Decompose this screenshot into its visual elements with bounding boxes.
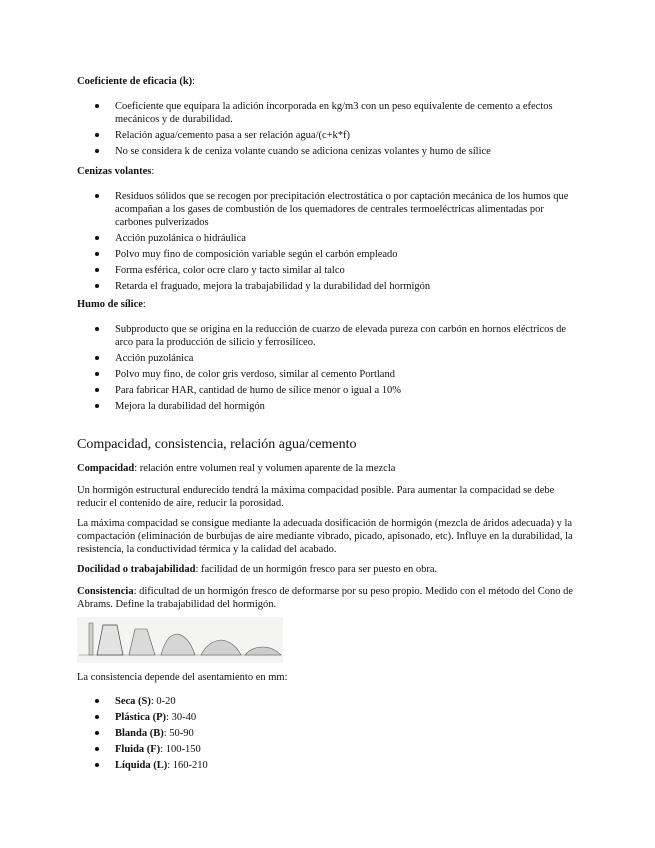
list-item: Relación agua/cemento pasa a ser relación agua/(c+k*f) xyxy=(77,129,577,142)
docilidad-line xyxy=(77,563,577,576)
term-definition: : facilidad de un hormigón fresco para ser puesto en obra. xyxy=(195,564,438,575)
term-label: Compacidad xyxy=(77,463,135,474)
term-definition: : relación entre volumen real y volumen aparente de la mezcla xyxy=(134,463,396,474)
list-item: Acción puzolánica o hidráulica xyxy=(77,232,577,245)
section-heading xyxy=(77,298,577,311)
bullet-list xyxy=(77,323,577,413)
bullet-list xyxy=(77,100,577,158)
term-label: Coeficiente de eficacia (k) xyxy=(77,76,193,87)
list-item xyxy=(77,711,577,724)
list-item: Subproducto que se origina en la reducción de cuarzo de elevada pureza con carbón en hornos eléctricos de arco para la producción de silicio y ferrosilíceo. xyxy=(77,323,577,349)
list-item xyxy=(77,727,577,740)
list-item: Forma esférica, color ocre claro y tacto similar al talco xyxy=(77,264,577,277)
list-item xyxy=(77,743,577,756)
class-label: Líquida (L) xyxy=(115,760,168,771)
section-humo xyxy=(77,298,577,416)
section-heading xyxy=(77,75,577,88)
class-value: : 30-40 xyxy=(166,712,197,723)
class-value: : 0-20 xyxy=(150,696,176,707)
list-item: Polvo muy fino de composición variable según el carbón empleado xyxy=(77,248,577,261)
paragraph: La máxima compacidad se consigue mediante la adecuada dosificación de hormigón (mezcla de áridos adecuada) y la compactación (eliminación de burbujas de aire mediante vibrado, picado, apisonado, etc). Influye en la durabilidad, la resistencia, la conductividad térmica y la calidad del acabado. xyxy=(77,518,573,555)
list-item: Acción puzolánica xyxy=(77,352,577,365)
section-title: Compacidad, consistencia, relación agua/cemento xyxy=(77,437,357,452)
class-label: Fluida (F) xyxy=(115,744,161,755)
section-heading xyxy=(77,165,577,178)
list-item: Mejora la durabilidad del hormigón xyxy=(77,400,577,413)
section-cenizas xyxy=(77,165,577,296)
list-item: No se considera k de ceniza volante cuando se adiciona cenizas volantes y humo de sílice xyxy=(77,145,577,158)
class-label: Blanda (B) xyxy=(115,728,164,739)
paragraph: Un hormigón estructural endurecido tendrá la máxima compacidad posible. Para aumentar la compacidad se debe reducir el contenido de aire, reducir la porosidad. xyxy=(77,485,555,509)
term-label: Cenizas volantes xyxy=(77,166,152,177)
bullet-list xyxy=(77,695,577,772)
list-item: Polvo muy fino, de color gris verdoso, similar al cemento Portland xyxy=(77,368,577,381)
bullet-list xyxy=(77,190,577,293)
class-label: Seca (S) xyxy=(115,696,151,707)
list-item: Coeficiente que equipara la adición incorporada en kg/m3 con un peso equivalente de cemento a efectos mecánicos y de durabilidad. xyxy=(77,100,577,126)
compacidad-line xyxy=(77,462,577,475)
term-suffix: : xyxy=(192,76,196,87)
list-item xyxy=(77,695,577,708)
class-value: : 100-150 xyxy=(160,744,201,755)
consistencia-line xyxy=(77,585,577,611)
list-item: Para fabricar HAR, cantidad de humo de sílice menor o igual a 10% xyxy=(77,384,577,397)
ruler-shape xyxy=(89,623,93,655)
class-value: : 50-90 xyxy=(163,728,194,739)
class-label: Plástica (P) xyxy=(115,712,167,723)
term-suffix: : xyxy=(151,166,155,177)
list-item: Residuos sólidos que se recogen por precipitación electrostática o por captación mecánica de los humos que acompañan a los gases de combustión de los quemadores de centrales termoeléctricas alimentadas por carbones pulverizados xyxy=(77,190,577,229)
term-suffix: : xyxy=(142,299,146,310)
term-definition: : dificultad de un hormigón fresco de deformarse por su peso propio. Medido con el método del Cono de Abrams. Define la trabajabilidad del hormigón. xyxy=(77,586,574,610)
list-item: Retarda el fraguado, mejora la trabajabilidad y la durabilidad del hormigón xyxy=(77,280,577,293)
class-value: : 160-210 xyxy=(167,760,208,771)
list-item xyxy=(77,759,577,772)
term-label: Docilidad o trabajabilidad xyxy=(77,564,196,575)
consistency-classes xyxy=(77,695,577,775)
term-label: Consistencia xyxy=(77,586,134,597)
section-coeficiente xyxy=(77,75,577,161)
paragraph: La consistencia depende del asentamiento en mm: xyxy=(77,672,288,683)
term-label: Humo de sílice xyxy=(77,299,143,310)
slump-test-figure xyxy=(77,617,283,663)
